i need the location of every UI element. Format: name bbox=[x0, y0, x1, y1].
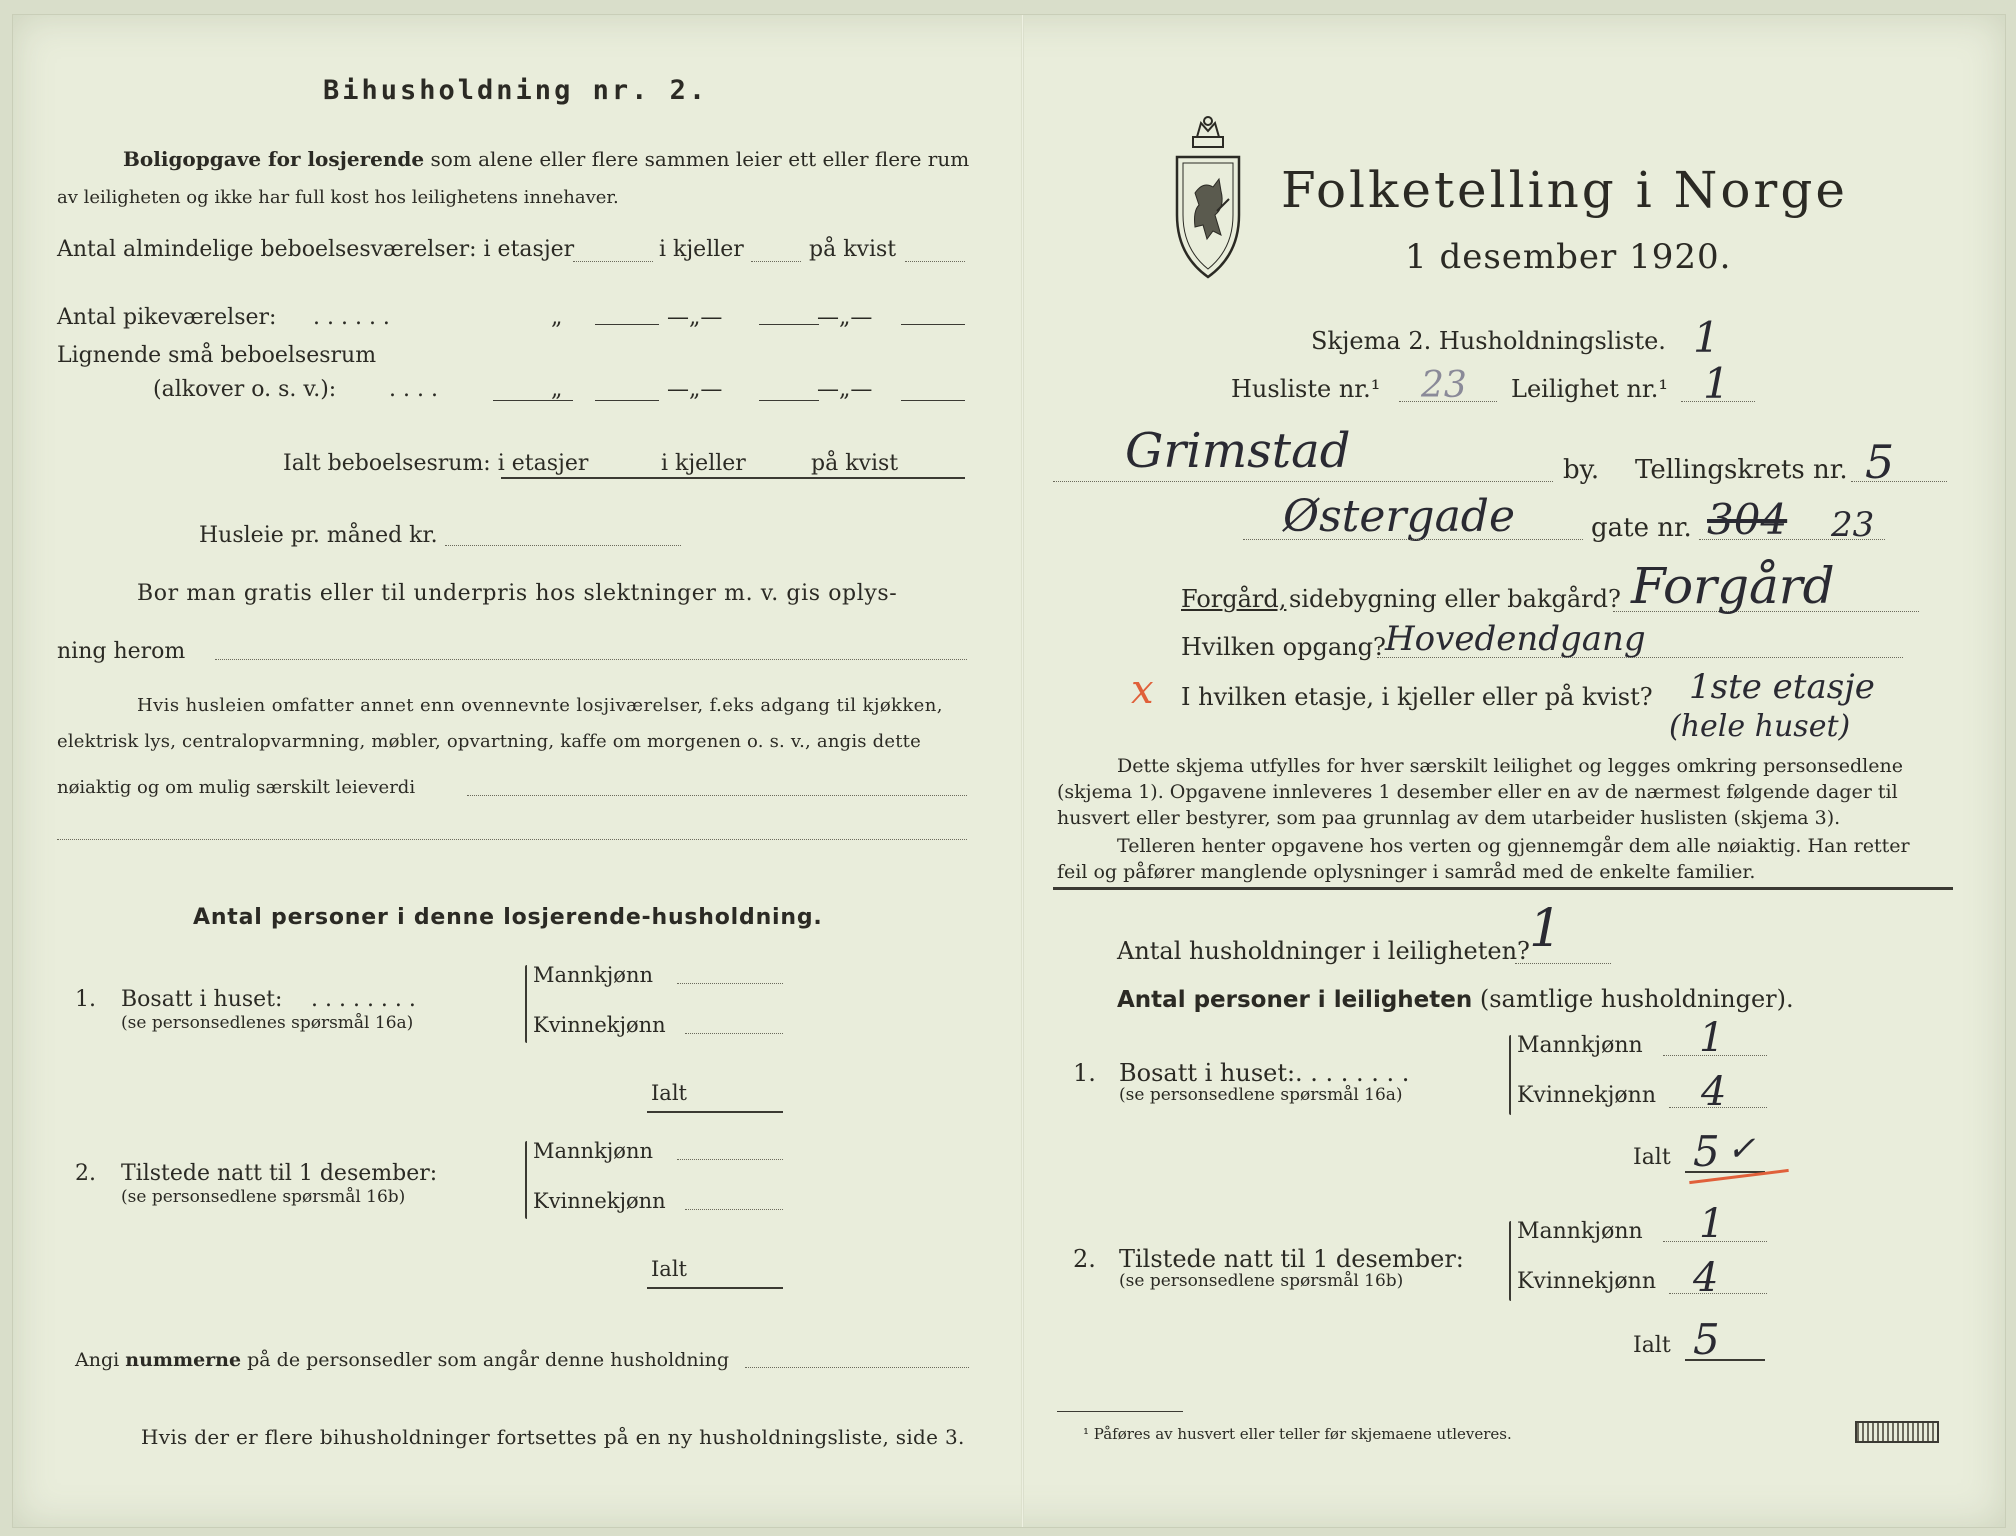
krets-label: Tellingskrets nr. bbox=[1635, 455, 1848, 485]
left-q1-label: Bosatt i huset: bbox=[121, 987, 283, 1012]
info-divider bbox=[1053, 887, 1953, 890]
right-q2-kvinne-value: 4 bbox=[1693, 1255, 1719, 1301]
hush-line[interactable] bbox=[1515, 963, 1611, 964]
left-q2-brace bbox=[525, 1141, 527, 1219]
right-q2-label: Tilstede natt til 1 desember: bbox=[1119, 1245, 1464, 1273]
printer-stamp bbox=[1855, 1421, 1939, 1443]
info-4: Telleren henter opgavene hos verten og gjennemgår dem alle nøiaktig. Han retter bbox=[1117, 835, 1910, 857]
left-q1-num: 1. bbox=[75, 987, 96, 1012]
right-q2-kvinne: Kvinnekjønn bbox=[1517, 1269, 1656, 1294]
forgaard-label: Forgård, bbox=[1181, 585, 1287, 613]
right-title: Folketelling i Norge bbox=[1281, 161, 1848, 219]
right-q1-label: Bosatt i huset: bbox=[1119, 1059, 1296, 1087]
gate-struck: 304 bbox=[1707, 495, 1788, 544]
info-2: (skjema 1). Opgavene innleveres 1 desember eller en av de nærmest følgende dager til bbox=[1057, 781, 1898, 803]
left-persons-heading: Antal personer i denne losjerende-husholdning. bbox=[193, 905, 823, 930]
right-q1-kvinne: Kvinnekjønn bbox=[1517, 1083, 1656, 1108]
left-q2-mann: Mannkjønn bbox=[533, 1139, 654, 1163]
left-q1-ialt: Ialt bbox=[651, 1081, 687, 1105]
opgang-hand: Hovedendgang bbox=[1385, 619, 1646, 659]
pike-line-2[interactable] bbox=[759, 324, 819, 325]
left-q2-label: Tilstede natt til 1 desember: bbox=[121, 1161, 438, 1186]
hush-value: 1 bbox=[1529, 899, 1563, 959]
intro-line-1 bbox=[123, 147, 969, 171]
husleie-label: Husleie pr. måned kr. bbox=[199, 523, 438, 548]
right-q2-ialt-value: 5 bbox=[1693, 1315, 1720, 1364]
info-5: feil og påfører manglende oplysninger i samråd med de enkelte familier. bbox=[1057, 861, 1756, 883]
right-q1-mann: Mannkjønn bbox=[1517, 1033, 1643, 1058]
left-q1-ialt-line[interactable] bbox=[647, 1111, 783, 1113]
hvis-line-3: nøiaktig og om mulig særskilt leieverdi bbox=[57, 777, 416, 798]
lignende-dots: . . . . bbox=[389, 377, 438, 402]
right-q2-num: 2. bbox=[1073, 1245, 1096, 1273]
right-footnote: ¹ Påføres av husvert eller teller før skjemaene utleveres. bbox=[1083, 1425, 1512, 1443]
right-q2-mann: Mannkjønn bbox=[1517, 1219, 1643, 1244]
left-q1-mann-line[interactable] bbox=[677, 983, 783, 984]
pike-dots: . . . . . . bbox=[313, 305, 390, 330]
info-1: Dette skjema utfylles for hver særskilt leilighet og legges omkring personsedlene bbox=[1117, 755, 1903, 777]
etasje-hand-2: (hele huset) bbox=[1669, 709, 1851, 744]
pike-line-1[interactable] bbox=[595, 324, 659, 325]
left-heading: Bihusholdning nr. 2. bbox=[323, 75, 709, 106]
opgang-label: Hvilken opgang? bbox=[1181, 633, 1386, 661]
etasje-label: I hvilken etasje, i kjeller eller på kvist? bbox=[1181, 683, 1653, 711]
leilighet-value: 1 bbox=[1703, 359, 1730, 408]
lignende-label-2: (alkover o. s. v.): bbox=[153, 377, 337, 402]
intro-bold: Boligopgave for losjerende bbox=[123, 147, 425, 171]
rooms-kvist-line[interactable] bbox=[905, 261, 965, 262]
gate-label: gate nr. bbox=[1591, 513, 1692, 543]
lignende-ditto: „ bbox=[551, 377, 563, 402]
angi-line bbox=[75, 1349, 729, 1371]
pike-ditto: „ bbox=[551, 305, 563, 330]
ialt-kvist-label: på kvist bbox=[811, 451, 899, 476]
page-fold bbox=[1021, 15, 1024, 1527]
left-q1-mann: Mannkjønn bbox=[533, 963, 654, 987]
rooms-kjeller-label: i kjeller bbox=[659, 237, 744, 262]
rooms-kjeller-line[interactable] bbox=[751, 261, 801, 262]
lignende-line-2[interactable] bbox=[759, 400, 819, 401]
right-q2-ialt: Ialt bbox=[1633, 1333, 1671, 1358]
right-q2-mann-value: 1 bbox=[1699, 1201, 1725, 1247]
skjema-label: Skjema 2. Husholdningsliste. bbox=[1311, 327, 1666, 355]
bor-line-2: ning herom bbox=[57, 639, 186, 664]
city-hand: Grimstad bbox=[1125, 423, 1351, 479]
right-q2-sub: (se personsedlene spørsmål 16b) bbox=[1119, 1271, 1404, 1291]
husliste-value: 23 bbox=[1421, 365, 1467, 406]
rooms-label: Antal almindelige beboelsesværelser: i etasjer bbox=[57, 237, 575, 262]
angi-fill-line[interactable] bbox=[745, 1367, 969, 1368]
left-q2-kvinne-line[interactable] bbox=[685, 1209, 783, 1210]
bor-line-1: Bor man gratis eller til underpris hos slektninger m. v. gis oplys- bbox=[137, 581, 898, 606]
etasje-hand-1: 1ste etasje bbox=[1689, 667, 1875, 707]
left-q2-num: 2. bbox=[75, 1161, 96, 1186]
forgaard-hand: Forgård bbox=[1631, 557, 1835, 615]
skjema-hand: 1 bbox=[1693, 313, 1720, 362]
left-q2-ialt-line[interactable] bbox=[647, 1287, 783, 1289]
street-hand: Østergade bbox=[1283, 491, 1516, 542]
intro-line-2: av leiligheten og ikke har full kost hos leilighetens innehaver. bbox=[57, 187, 619, 208]
lignende-line-1[interactable] bbox=[595, 400, 659, 401]
husleie-line[interactable] bbox=[445, 545, 681, 546]
hvis-line-2: elektrisk lys, centralopvarmning, møbler, opvartning, kaffe om morgenen o. s. v., angis dette bbox=[57, 731, 921, 752]
leieverdi-line-2[interactable] bbox=[57, 839, 967, 840]
lignende-ditto-3: —„— bbox=[817, 377, 873, 402]
lignende-line-3[interactable] bbox=[901, 400, 965, 401]
right-date: 1 desember 1920. bbox=[1405, 237, 1732, 277]
angi-rest: på de personsedler som angår denne husholdning bbox=[247, 1349, 730, 1371]
left-q1-brace bbox=[525, 965, 527, 1043]
norway-coat-of-arms-icon bbox=[1163, 115, 1253, 285]
pike-ditto-2: —„— bbox=[667, 305, 723, 330]
right-q2-brace bbox=[1509, 1221, 1511, 1301]
bor-line[interactable] bbox=[215, 659, 967, 660]
street-line[interactable] bbox=[1243, 539, 1583, 540]
pike-label: Antal pikeværelser: bbox=[57, 305, 277, 330]
ialt-rooms-label: Ialt beboelsesrum: i etasjer bbox=[283, 451, 589, 476]
right-persons-rest: (samtlige husholdninger). bbox=[1479, 985, 1794, 1013]
ialt-rooms-underline bbox=[501, 477, 965, 479]
gate-value: 23 bbox=[1831, 505, 1875, 545]
angi-bold: nummerne bbox=[125, 1349, 242, 1371]
right-q1-brace bbox=[1509, 1035, 1511, 1115]
left-q2-ialt: Ialt bbox=[651, 1257, 687, 1281]
leilighet-label: Leilighet nr.¹ bbox=[1511, 375, 1669, 403]
left-q1-kvinne-line[interactable] bbox=[685, 1033, 783, 1034]
census-form-sheet bbox=[12, 14, 2006, 1528]
left-q2-kvinne: Kvinnekjønn bbox=[533, 1189, 666, 1213]
hvis-line-1: Hvis husleien omfatter annet enn ovennevnte losjiværelser, f.eks adgang til kjøkken, bbox=[137, 695, 943, 716]
right-persons-line bbox=[1117, 985, 1794, 1013]
right-persons-bold: Antal personer i leiligheten bbox=[1117, 987, 1473, 1013]
right-q1-check-icon: ✓ bbox=[1727, 1129, 1756, 1169]
left-q2-sub: (se personsedlene spørsmål 16b) bbox=[121, 1187, 406, 1207]
husliste-label: Husliste nr.¹ bbox=[1231, 375, 1381, 403]
right-q1-dots: . . . . . . . . bbox=[1295, 1059, 1410, 1087]
left-q2-mann-line[interactable] bbox=[677, 1159, 783, 1160]
angi-pre: Angi bbox=[75, 1349, 120, 1371]
left-q1-sub: (se personsedlenes spørsmål 16a) bbox=[121, 1013, 414, 1033]
leieverdi-line[interactable] bbox=[467, 795, 967, 796]
ialt-kjeller-label: i kjeller bbox=[661, 451, 746, 476]
hush-label: Antal husholdninger i leiligheten? bbox=[1117, 937, 1530, 965]
intro-rest-1: som alene eller flere sammen leier ett eller flere rum bbox=[430, 147, 970, 171]
footnote-rule bbox=[1057, 1411, 1183, 1412]
left-q1-kvinne: Kvinnekjønn bbox=[533, 1013, 666, 1037]
rooms-etasjer-line[interactable] bbox=[573, 261, 653, 262]
pike-line-3[interactable] bbox=[901, 324, 965, 325]
right-q1-sub: (se personsedlene spørsmål 16a) bbox=[1119, 1085, 1403, 1105]
right-q1-num: 1. bbox=[1073, 1059, 1096, 1087]
sidebyg-label: sidebygning eller bakgård? bbox=[1289, 585, 1621, 613]
left-q1-dots: . . . . . . . . bbox=[311, 987, 416, 1012]
krets-value: 5 bbox=[1865, 435, 1895, 489]
right-q1-kvinne-value: 4 bbox=[1701, 1069, 1727, 1115]
left-footer: Hvis der er flere bihusholdninger fortsettes på en ny husholdningsliste, side 3. bbox=[141, 1425, 965, 1449]
lignende-ditto-2: —„— bbox=[667, 377, 723, 402]
rooms-kvist-label: på kvist bbox=[809, 237, 897, 262]
city-line[interactable] bbox=[1053, 481, 1553, 482]
by-label: by. bbox=[1563, 455, 1600, 485]
lignende-label-1: Lignende små beboelsesrum bbox=[57, 343, 377, 368]
pike-ditto-3: —„— bbox=[817, 305, 873, 330]
right-q1-ialt: Ialt bbox=[1633, 1145, 1671, 1170]
right-q1-ialt-value: 5 bbox=[1693, 1127, 1720, 1176]
info-3: husvert eller bestyrer, som paa grunnlag av dem utarbeider huslisten (skjema 3). bbox=[1057, 807, 1841, 829]
etasje-mark: x bbox=[1131, 667, 1154, 713]
right-q1-mann-value: 1 bbox=[1699, 1015, 1725, 1061]
